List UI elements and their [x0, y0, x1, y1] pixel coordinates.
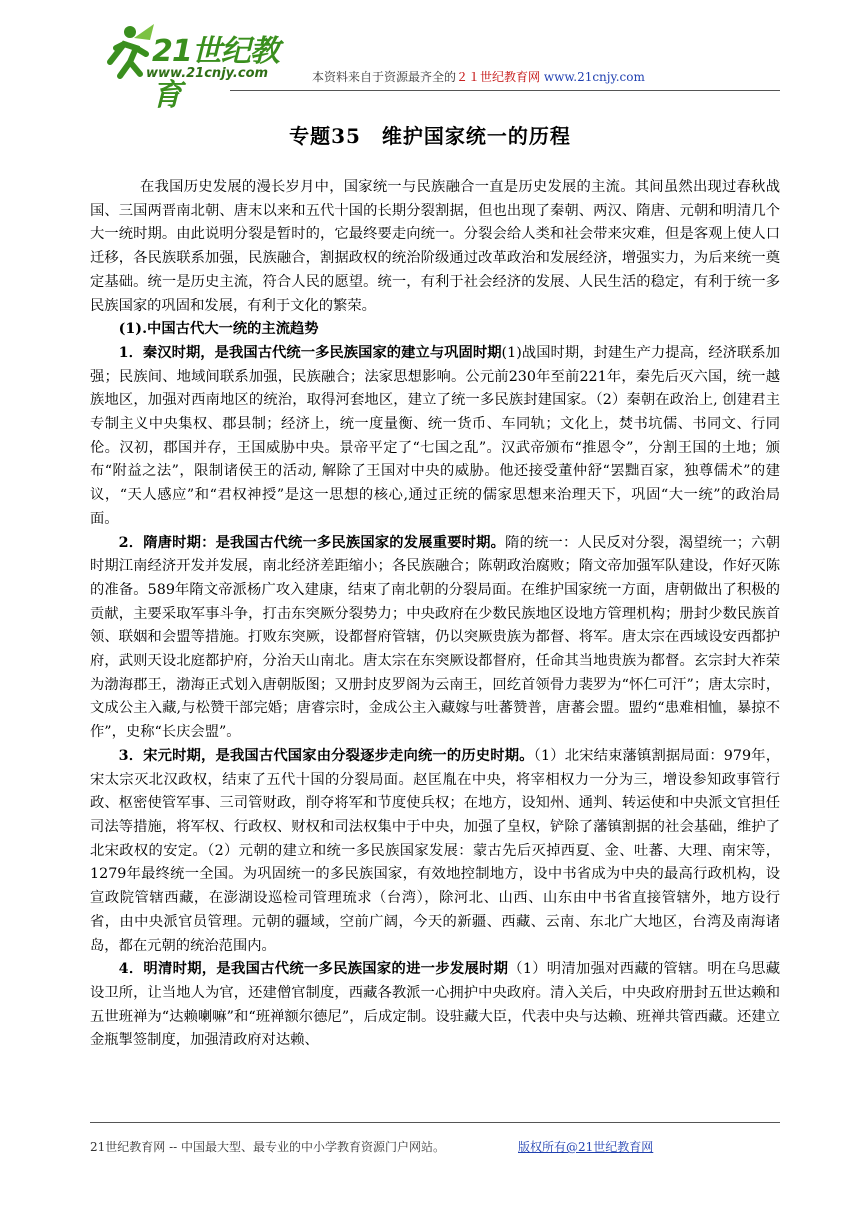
site-logo[interactable]	[90, 18, 290, 113]
document-body	[90, 176, 780, 1053]
paragraph-lead: 4．明清时期，是我国古代统一多民族国家的进一步发展时期	[118, 961, 509, 978]
header-note-site[interactable]: ２１世纪教育网	[456, 70, 541, 84]
section-heading: (1).中国古代大一统的主流趋势	[118, 321, 319, 338]
footer-copyright-link[interactable]: 版权所有@21世纪教育网	[518, 1140, 654, 1154]
intro-paragraph: 在我国历史发展的漫长岁月中，国家统一与民族融合一直是历史发展的主流。其间虽然出现过春秋战国、三国两晋南北朝、唐末以来和五代十国的长期分裂割据，但也出现了秦朝、两汉、隋唐、元朝和明清几个大一统时期。由此说明分裂是暂时的，它最终要走向统一。分裂会给人类和社会带来灾难，但是客观上使人口迁移，各民族联系加强，民族融合，割据政权的统治阶级通过改革政治和发展经济，增强实力，为后来统一奠定基础。统一是历史主流，符合人民的愿望。统一，有利于社会经济的发展、人民生活的稳定，有利于统一多民族国家的巩固和发展，有利于文化的繁荣。	[90, 179, 780, 314]
page-header	[90, 18, 780, 113]
paragraph-lead: 1．秦汉时期，是我国古代统一多民族国家的建立与巩固时期	[118, 344, 502, 361]
paragraph-body: 隋的统一：人民反对分裂，渴望统一；六朝时期江南经济开发并发展，南北经济差距缩小；各民族融合；陈朝政治腐败；隋文帝加强军队建设，作好灭陈的准备。589年隋文帝派杨广攻入建康，结束了南北朝的分裂局面。在维护国家统一方面，唐朝做出了积极的贡献，主要采取军事斗争，打击东突厥分裂势力；中央政府在少数民族地区设地方管理机构；册封少数民族首领、联姻和会盟等措施。打败东突厥，设都督府管辖，仍以突厥贵族为都督、将军。唐太宗在西域设安西都护府，武则天设北庭都护府，分治天山南北。唐太宗在东突厥设都督府，任命其当地贵族为都督。玄宗封大祚荣为渤海郡王，渤海正式划入唐朝版图；又册封皮罗阁为云南王，回纥首领骨力裴罗为“怀仁可汗”；唐太宗时，文成公主入藏,与松赞干部完婚；唐睿宗时，金成公主入藏嫁与吐蕃赞普，唐蕃会盟。盟约“患难相恤，暴掠不作”，史称“长庆会盟”。	[90, 534, 781, 741]
paragraph-qin-han	[90, 342, 780, 532]
paragraph-lead: 2．隋唐时期：是我国古代统一多民族国家的发展重要时期。	[118, 534, 506, 551]
header-note-url[interactable]: www.21cnjy.com	[543, 70, 645, 84]
page-title: 专题35 维护国家统一的历程	[289, 124, 571, 148]
footer-site-description: 21世纪教育网 -- 中国最大型、最专业的中小学教育资源门户网站。	[90, 1140, 446, 1154]
header-source-note	[312, 68, 645, 85]
paragraph-sui-tang	[90, 532, 780, 745]
paragraph-body: （1）北宋结束藩镇割据局面：979年，宋太宗灭北汉政权，结束了五代十国的分裂局面。赵匡胤在中央，将宰相权力一分为三，增设参知政事管行政、枢密使管军事、三司管财政，削夺将军和节度使兵权；在地方，设知州、通判、转运使和中央派文官担任司法等措施，将军权、行政权、财权和司法权集中于中央，加强了皇权，铲除了藩镇割据的社会基础，维护了北宋政权的安定。（2）元朝的建立和统一多民族国家发展：蒙古先后灭掉西夏、金、吐蕃、大理、南宋等，1279年最终统一全国。为巩固统一的多民族国家，有效地控制地方，设中书省成为中央的最高行政机构，设宣政院管辖西藏，在澎湖设巡检司管理琉求（台湾），除河北、山西、山东由中书省直接管辖外，地方设行省，由中央派官员管理。元朝的疆域，空前广阔，今天的新疆、西藏、云南、东北广大地区，台湾及南海诸岛，都在元朝的统治范围内。	[90, 747, 780, 954]
header-note-prefix: 本资料来自于资源最齐全的	[312, 70, 457, 84]
paragraph-ming-qing	[90, 958, 780, 1053]
paragraph-body: (1)战国时期，封建生产力提高，经济联系加强；民族间、地域间联系加强，民族融合；法家思想影响。公元前230年至前221年，秦先后灭六国，统一越族地区，加强对西南地区的统治，取得河套地区，建立了统一多民族封建国家。（2）秦朝在政治上, 创建君主专制主义中央集权、郡县制；经济上，统一度量衡、统一货币、车同轨；文化上，焚书坑儒、书同文、行同伦。汉初，郡国并存，王国威胁中央。景帝平定了“七国之乱”。汉武帝颁布“推恩令”，分割王国的土地；颁布“附益之法”，限制诸侯王的活动, 解除了王国对中央的威胁。他还接受董仲舒“罢黜百家，独尊儒术”的建议，“天人感应”和“君权神授”是这一思想的核心,通过正统的儒家思想来治理天下，巩固“大一统”的政治局面。	[90, 344, 780, 527]
footer-divider	[90, 1122, 780, 1123]
paragraph-song-yuan	[90, 745, 780, 958]
logo-url-text: www.21cnjy.com	[146, 66, 269, 81]
header-divider	[230, 90, 780, 91]
paragraph-lead: 3．宋元时期，是我国古代国家由分裂逐步走向统一的历史时期。	[118, 747, 534, 764]
paragraph-body: （1）明清加强对西藏的管辖。明在乌思藏设卫所，让当地人为官，还建僧官制度，西藏各教派一心拥护中央政府。清入关后，中央政府册封五世达赖和五世班禅为“达赖喇嘛”和“班禅额尔德尼”，后成定制。设驻藏大臣，代表中央与达赖、班禅共管西藏。还建立金瓶掣签制度，加强清政府对达赖、	[90, 961, 780, 1049]
logo-brand-text: 21世纪教育	[152, 34, 279, 113]
